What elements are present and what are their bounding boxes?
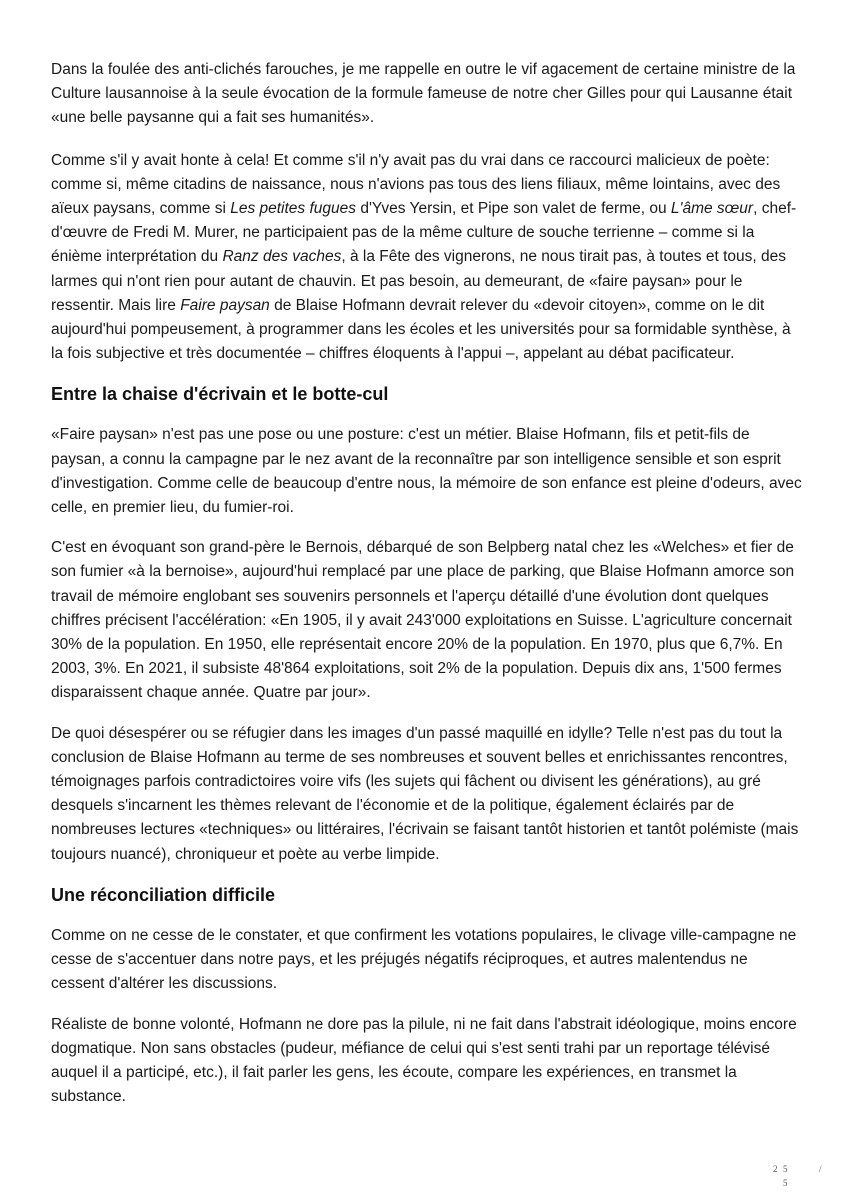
title-lame-soeur: L'âme sœur	[670, 200, 754, 218]
paragraph: De quoi désespérer ou se réfugier dans les images d'un passé maquillé en idylle? Telle n'est pas du tout la conclusion de Blaise Hofmann au terme de ses nombreuses et souvent belles et enrichissantes rencontres, témoignages parfois contradictoires voire vifs (les sujets qui fâchent ou divisent les générations), au gré desquels s'incarnent les thèmes relevant de l'économie et de la politique, également éclairés par de nombreuses lectures «techniques» ou littéraires, l'écrivain se faisant tantôt historien et tantôt polémiste (mais toujours nuancé), chroniqueur et poète au verbe limpide.	[51, 724, 799, 863]
paragraph: Réaliste de bonne volonté, Hofmann ne dore pas la pilule, ni ne fait dans l'abstrait idéologique, moins encore dogmatique. Non sans obstacles (pudeur, méfiance de celui qui s'est senti trahi par un reportage télévisé auquel il a participé, etc.), il fait parler les gens, les écoute, compare les expériences, en transmet la substance.	[51, 1015, 797, 1106]
page-number-digit: 2	[773, 1164, 778, 1174]
text-run: de Blaise Hofmann devrait relever du «devoir citoyen», comme on le dit aujourd'hui pompeusement, à programmer dans les écoles et les universités pour sa formidable synthèse, à la fois subjective et très documentée – chiffres éloquents à l'appui –, appelant au débat pacificateur.	[51, 296, 791, 363]
text-run: , chef-d'œuvre de Fredi M. Murer, ne participaient pas de la même culture de souche terrienne – comme si la énième interprétation du	[51, 200, 797, 266]
page-number-digit: 5	[783, 1178, 788, 1188]
title-les-petites-fugues: Les petites fugues	[230, 200, 357, 218]
paragraph: Comme on ne cesse de le constater, et que confirment les votations populaires, le clivage ville-campagne ne cesse de s'accentuer dans notre pays, et les préjugés négatifs réciproques, et autres malentendus ne cessent d'altérer les discussions.	[51, 926, 797, 993]
paragraph: «Faire paysan» n'est pas une pose ou une posture: c'est un métier. Blaise Hofmann, fils et petit-fils de paysan, a connu la campagne par le nez avant de la reconnaître par son intelligence sensible et son esprit d'investigation. Comme celle de beaucoup d'entre nous, la mémoire de son enfance est pleine d'odeurs, avec celle, en premier lieu, du fumier-roi.	[51, 426, 802, 517]
text-run: Comme s'il y avait honte à cela! Et comme s'il n'y avait pas du vrai dans ce raccourci malicieux de poète: comme si, même citadins de naissance, nous n'avions pas tous des liens filiaux, même lointains, avec des aïeux paysans, comme si	[51, 151, 781, 218]
title-ranz-des-vaches: Ranz des vaches	[222, 248, 342, 266]
article-body	[51, 58, 803, 1125]
paragraph	[51, 149, 803, 367]
paragraph: Dans la foulée des anti-clichés farouches, je me rappelle en outre le vif agacement de certaine ministre de la Culture lausannoise à la seule évocation de la formule fameuse de notre cher Gilles pour qui Lausanne était «une belle paysanne qui a fait ses humanités».	[51, 61, 796, 127]
page-number-separator: /	[819, 1164, 822, 1174]
text-run: , à la Fête des vignerons, ne nous tirait pas, à toutes et tous, des larmes qui n'ont rien pour autant de chauvin. Et pas besoin, au demeurant, de «faire paysan» pour le ressentir. Mais lire	[51, 248, 786, 314]
paragraph: C'est en évoquant son grand-père le Bernois, débarqué de son Belpberg natal chez les «Welches» et fier de son fumier «à la bernoise», aujourd'hui remplacé par une place de parking, que Blaise Hofmann amorce son travail de mémoire englobant ses souvenirs personnels et l'aperçu détaillé d'une évolution dont quelques chiffres précisent l'accélération: «En 1905, il y avait 243'000 exploitations en Suisse. L'agriculture concernait 30% de la population. En 1950, elle représentait encore 20% de la population. En 1970, plus que 6,7%. En 2003, 3%. En 2021, il subsiste 48'864 exploitations, soit 2% de la population. Depuis dix ans, 1'500 fermes disparaissent chaque année. Quatre par jour».	[51, 539, 795, 702]
section-heading: Une réconciliation difficile	[51, 884, 276, 905]
section-heading: Entre la chaise d'écrivain et le botte-cul	[51, 384, 389, 405]
text-run: d'Yves Yersin, et Pipe son valet de ferme, ou	[356, 200, 671, 218]
title-faire-paysan: Faire paysan	[180, 296, 270, 314]
page-number-digit: 5	[783, 1164, 788, 1174]
